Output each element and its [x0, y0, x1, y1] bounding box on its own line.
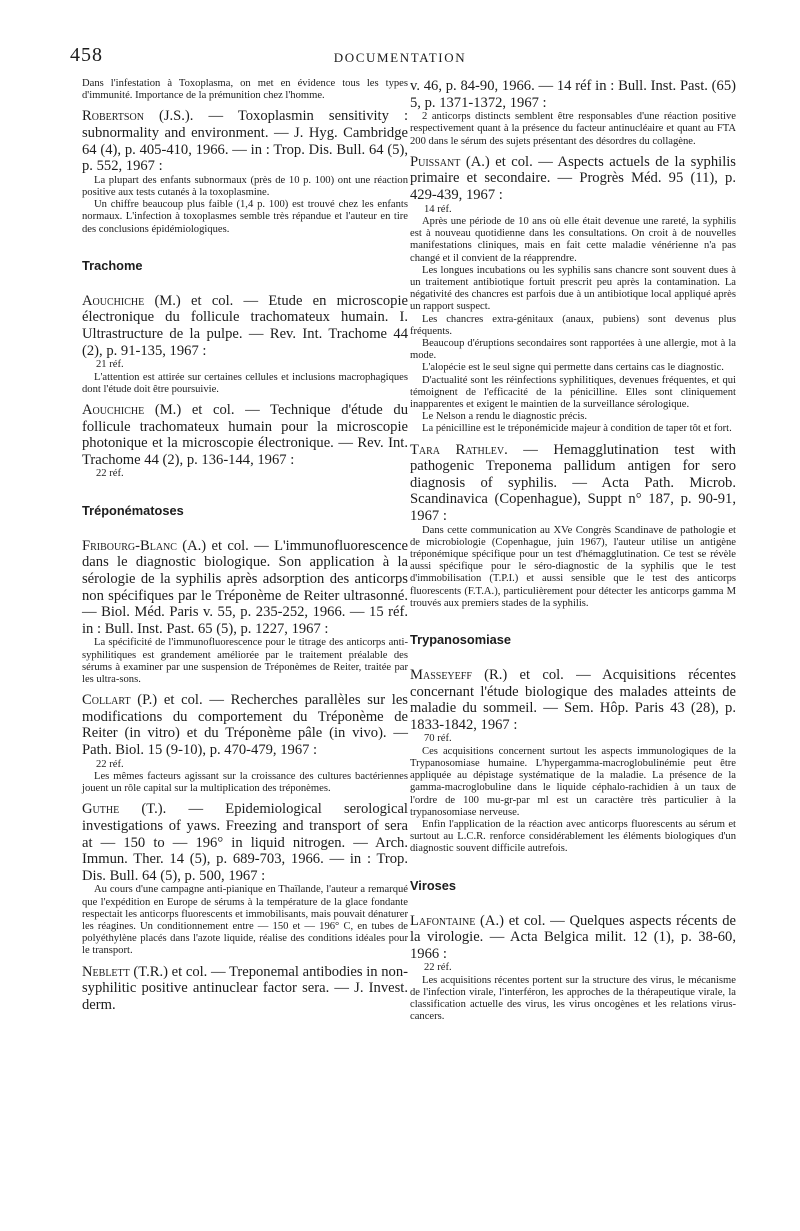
summary-paragraph: Un chiffre beaucoup plus faible (1,4 p. 100) est trouvé chez les enfants normaux. L'infection à toxoplasmes semble très répandue et l'auteur en tire des conclusions épidémiologiques.: [82, 199, 408, 235]
author: Masseyeff (R.): [410, 667, 508, 684]
summary-paragraph: L'attention est attirée sur certaines cellules et inclusions macrophagiques dont l'étude doit être poursuivie.: [82, 371, 408, 395]
summary-paragraph: Enfin l'application de la réaction avec anticorps fluorescents au sérum et surtout au L.C.R. renforce considérablement les éléments biologiques d'un diagnostic souvent difficile autrefois.: [410, 819, 736, 855]
entry-aouchiche-1: [82, 293, 408, 396]
citation-text: — Toxoplasmin sensitivity : subnormality and environment. — J. Hyg. Cambridge 64 (4), p. 405-410, 1966. — in : Trop. Dis. Bull. 64 (5), p. 552, 1967 :: [82, 108, 409, 175]
section-heading-viroses: Viroses: [410, 877, 457, 893]
summary-paragraph: La plupart des enfants subnormaux (près de 10 p. 100) ont une réaction positive aux tests cutanés à la toxoplasmine.: [82, 174, 408, 198]
section-heading-treponematoses: Tréponématoses: [82, 502, 184, 518]
reference-count: 22 réf.: [424, 962, 452, 974]
entry-lafontaine: [410, 913, 736, 1024]
reference-count: 14 réf.: [424, 203, 452, 215]
entry-aouchiche-2: [82, 402, 408, 481]
summary-paragraph: Au cours d'une campagne anti-pianique en Thaïlande, l'auteur a remarqué que l'expédition en Europe de sérums à la température de la glace fondante respectait les anticorps fluorescents et immobilisants, mais pouvait dénaturer les réagines. Un conditionnement entre — 150 et — 196° C, en tubes de polyéthylène placés dans l'azote liquide, réalise des conditions idéales pour le transport.: [82, 884, 408, 957]
reference-count: 22 réf.: [96, 758, 124, 770]
citation: [410, 667, 736, 733]
entry-neblett-continued: [410, 78, 736, 148]
citation: [82, 402, 408, 468]
citation-text: — Hemagglutination test with pathogenic Treponema pallidum antigen for sero diagnosis of syphilis. — Acta Path. Microb. Scandinavica (Copenhague), Suppt n° 187, p. 90-91, 1967 :: [410, 441, 736, 525]
citation-text: et col. — Treponemal antibodies in non-syphilitic positive antinuclear factor sera. — J. Invest. derm.: [82, 963, 408, 1013]
summary: [82, 771, 408, 795]
section-heading-trypanosomiase: Trypanosomiase: [410, 632, 511, 648]
author: Aouchiche (M.): [82, 401, 182, 418]
citation: [410, 442, 736, 525]
page-number: 458: [70, 44, 103, 66]
author: Neblett (T.R.): [82, 963, 168, 980]
entry-collart: [82, 692, 408, 795]
author: Tara Rathlev.: [410, 441, 508, 458]
summary-paragraph: Les chancres extra-génitaux (anaux, pubiens) sont devenus plus fréquents.: [410, 313, 736, 337]
citation-text: — Epidemiological serological investigations of yaws. Freezing and transport of sera at — 150 to — 196° in liquid nitrogen. — Arch. Immun. Ther. 14 (5), p. 689-703, 1966. — in : Trop. Dis. Bull. 64 (5), p. 500, 1967 :: [82, 801, 408, 884]
entry-robertson: [82, 108, 408, 235]
summary: [82, 175, 408, 236]
summary: [410, 746, 736, 856]
summary-paragraph: D'actualité sont les réinfections syphilitiques, devenues fréquentes, et qui témoignent de l'efficacité de la pénicilline. Elles sont cliniquement inapparentes et exigent le maintien de la surveillance sérologique.: [410, 374, 736, 411]
running-head: DOCUMENTATION: [333, 50, 467, 65]
author: Robertson (J.S.).: [82, 108, 194, 125]
summary-paragraph: Beaucoup d'éruptions secondaires sont rapportées à une allergie, mot à la mode.: [410, 338, 736, 362]
summary-paragraph: 2 anticorps distincts semblent être responsables d'une réaction positive respectivement quant à la présence du facteur antinucléaire et quant au FTA 200 dans le sérum des sujets présentant des désordres du collagène.: [410, 111, 736, 147]
entry-neblett: [82, 964, 408, 1014]
citation: [410, 154, 736, 204]
summary-paragraph: Les acquisitions récentes portent sur la structure des virus, le mécanisme de l'infection virale, l'interféron, les approches de la thérapeutique virale, la classification actuelle des virus, les virus oncogènes et les relations virus-cancers.: [410, 974, 736, 1023]
citation: [82, 108, 408, 174]
summary-paragraph: Les mêmes facteurs agissant sur la croissance des cultures bactériennes jouent un rôle capital sur la multiplication des tréponèmes.: [82, 770, 408, 795]
summary-paragraph: La spécificité de l'immunofluorescence pour le titrage des anticorps anti-syphilitiques est grandement améliorée par le traitement préalable des sérums à examiner par une suspension de Tréponèmes de Reiter, traitée par les ultra-sons.: [82, 637, 408, 685]
citation-text: et col. — Recherches parallèles sur les modifications du comportement du Tréponème de Reiter (in vitro) et du Tréponème pâle (in vivo). — Path. Biol. 15 (9-10), p. 470-479, 1967 :: [82, 692, 408, 758]
citation-text: v. 46, p. 84-90, 1966. — 14 réf in : Bull. Inst. Past. (65) 5, p. 1371-1372, 1967 :: [410, 78, 736, 111]
summary: [410, 975, 736, 1024]
author: Collart (P.): [82, 692, 158, 709]
citation: [82, 293, 408, 359]
right-column: [410, 78, 736, 1024]
reference-count: 21 réf.: [96, 359, 124, 371]
left-column: [82, 78, 408, 1013]
author: Fribourg-Blanc (A.): [82, 537, 207, 554]
summary: [410, 216, 736, 436]
author: Aouchiche (M.): [82, 292, 181, 309]
entry-masseyeff: [410, 667, 736, 856]
citation-text: et col. — L'immunofluorescence dans le diagnostic biologique. Son application à la sérologie de la syphilis après adsorption des anticorps non spécifiques par le Tréponème de Reiter ultrasonné. — Biol. Méd. Paris v. 55, p. 235-252, 1966. — 15 réf. in : Bull. Inst. Past. 65 (5), p. 1227, 1967 :: [82, 537, 408, 637]
citation: [82, 538, 408, 638]
summary: [82, 884, 408, 957]
reference-count: 70 réf.: [424, 733, 452, 745]
author: Guthe (T.).: [82, 801, 167, 818]
citation-text: et col. — Acquisitions récentes concernant l'étude biologique des malades atteints de maladie du sommeil. — Sem. Hôp. Paris 43 (28), p. 1833-1842, 1967 :: [410, 667, 736, 733]
entry-guthe: [82, 801, 408, 957]
entry-puissant: [410, 154, 736, 436]
intro-paragraph: Dans l'infestation à Toxoplasma, on met en évidence tous les types d'immunité. Importance de la prémunition chez l'homme.: [82, 78, 408, 102]
summary: [410, 525, 736, 610]
author: Lafontaine (A.): [410, 912, 504, 929]
author: Puissant (A.): [410, 153, 490, 170]
summary: [410, 111, 736, 148]
citation-text: et col. — Aspects actuels de la syphilis primaire et secondaire. — Progrès Méd. 95 (11), p. 429-439, 1967 :: [410, 153, 736, 203]
summary-paragraph: Après une période de 10 ans où elle était devenue une rareté, la syphilis est à nouveau quotidienne dans les consultations. On croit à de nouvelles manifestations cliniques, mais en fait cette maladie vénérienne n'a pas changé et il convient de la réapprendre.: [410, 215, 736, 264]
summary-paragraph: Dans cette communication au XVe Congrès Scandinave de pathologie et de microbiologie (Copenhague, juin 1967), l'auteur utilise un antigène tréponémique spécifique pour un test d'hémagglutination. Ce test se révèle aussi spécifique pour le séro-diagnostic de la syphilis que le test d'immobilisation (T.P.I.) et aussi sensible que le test des anticorps fluorescents (F.T.A.), particulièrement pour détecter les anticorps gamma M trouvés aux premiers stades de la syphilis.: [410, 524, 736, 609]
summary-paragraph: La pénicilline est le tréponémicide majeur à condition de taper tôt et fort.: [422, 423, 732, 435]
citation: [82, 801, 408, 884]
summary-paragraph: Le Nelson a rendu le diagnostic précis.: [422, 411, 588, 423]
citation-text: et col. — Quelques aspects récents de la virologie. — Acta Belgica milit. 12 (1), p. 38-60, 1966 :: [410, 912, 737, 962]
reference-count: 22 réf.: [96, 468, 124, 480]
summary-paragraph: L'alopécie est le seul signe qui permette dans certains cas le diagnostic.: [422, 362, 724, 374]
citation-text: et col. — Technique d'étude du follicule trachomateux humain pour la microscopie photonique et la microscopie électronique. — Rev. Int. Trachome 44 (2), p. 136-144, 1967 :: [82, 401, 409, 468]
citation: [410, 913, 736, 963]
section-heading-trachome: Trachome: [82, 257, 143, 273]
summary-paragraph: Ces acquisitions concernent surtout les aspects immunologiques de la Trypanosomiase humaine. L'hypergamma-macroglobulinémie peut être appliquée au dépistage systématique de la maladie. La présence de la gamma-macroglobuline dans le liquide céphalo-rachidien à un taux de l'ordre de 100 mu-gr-par ml est un caractère très particulier à la trypanosomiase nerveuse.: [410, 745, 736, 818]
summary: [82, 372, 408, 396]
citation-text: et col. — Etude en microscopie électronique du follicule trachomateux humain. I. Ultrastructure de la pulpe. — Rev. Int. Trachome 44 (2), p. 91-135, 1967 :: [82, 292, 408, 359]
summary: [82, 637, 408, 686]
citation: [82, 692, 408, 758]
entry-tara-rathlev: [410, 442, 736, 610]
entry-fribourg-blanc: [82, 538, 408, 686]
citation: [82, 964, 408, 1014]
summary-paragraph: Les longues incubations ou les syphilis sans chancre sont souvent dues à un traitement antibiotique fortuit prescrit peu après la contamination. La négativité des chancres est parfois due à un antibiotique local appliqué après un rapport suspect.: [410, 264, 736, 313]
